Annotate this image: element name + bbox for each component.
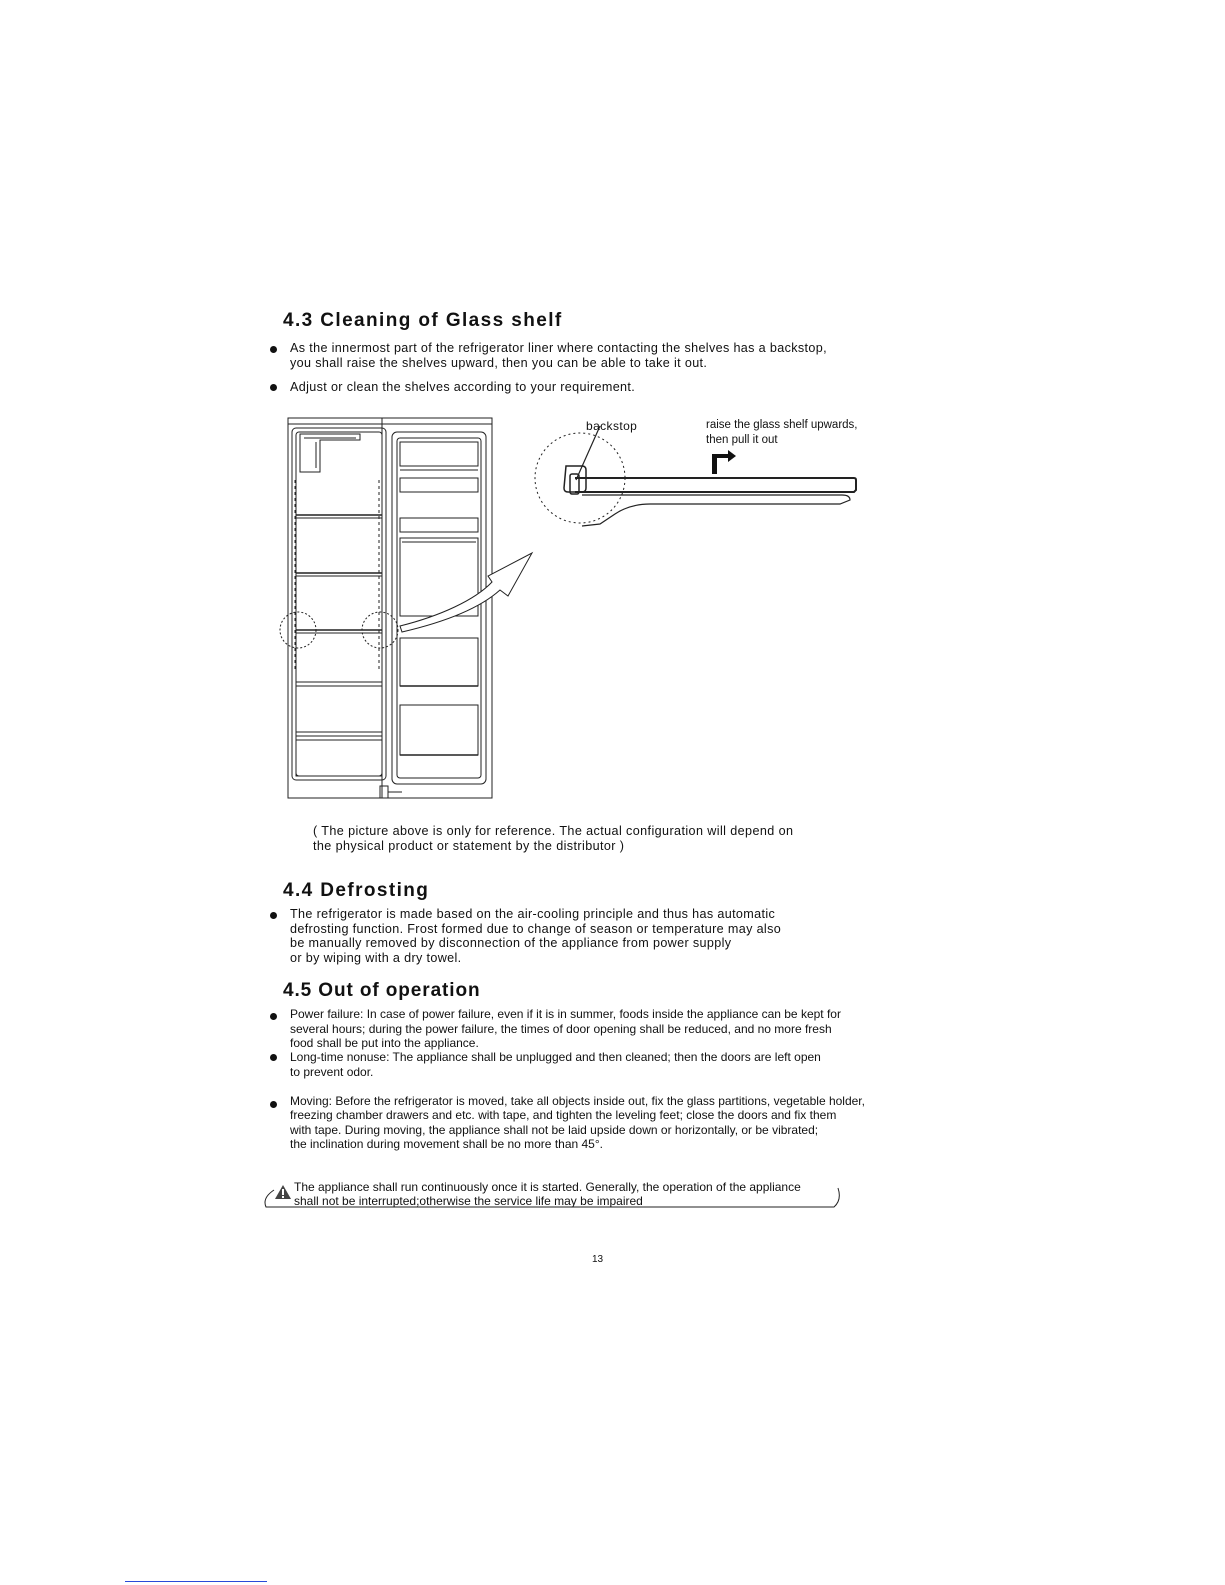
- shelf-backstop-text-line2: you shall raise the shelves upward, then you can be able to take it out.: [290, 356, 708, 370]
- moving-text-line3: with tape. During moving, the appliance shall not be laid upside down or horizontally, or be vibrated;: [290, 1123, 819, 1137]
- adjust-shelves-text: Adjust or clean the shelves according to your requirement.: [290, 380, 636, 394]
- refrigerator-interior-diagram: [270, 410, 870, 810]
- section-4-5-title: 4.5 Out of operation: [283, 980, 481, 1001]
- moving-text-line4: the inclination during movement shall be no more than 45°.: [290, 1137, 603, 1151]
- warning-text-line1: The appliance shall run continuously once it is started. Generally, the operation of the appliance: [294, 1180, 801, 1194]
- bullet-icon: [270, 346, 277, 353]
- bottom-link-underline: [125, 1581, 267, 1582]
- warning-text-line2: shall not be interrupted;otherwise the service life may be impaired: [294, 1194, 643, 1208]
- long-time-nonuse-text-line1: Long-time nonuse: The appliance shall be unplugged and then cleaned; then the doors are left open: [290, 1050, 821, 1064]
- bullet-icon: [270, 912, 277, 919]
- figure-caption-line2: the physical product or statement by the distributor ): [313, 839, 625, 853]
- section-4-4-title: 4.4 Defrosting: [283, 880, 430, 901]
- long-time-nonuse-text-line2: to prevent odor.: [290, 1065, 374, 1079]
- warning-triangle-icon: [274, 1184, 292, 1200]
- raise-shelf-instruction-line1: raise the glass shelf upwards,: [706, 419, 858, 431]
- shelf-backstop-text-line1: As the innermost part of the refrigerator liner where contacting the shelves has a backstop,: [290, 341, 827, 355]
- defrost-text-line1: The refrigerator is made based on the air-cooling principle and thus has automatic: [290, 907, 776, 921]
- defrost-text-line2: defrosting function. Frost formed due to change of season or temperature may also: [290, 922, 782, 936]
- page-number: 13: [592, 1254, 604, 1265]
- bullet-icon: [270, 1013, 277, 1020]
- power-failure-text-line3: food shall be put into the appliance.: [290, 1036, 479, 1050]
- bullet-icon: [270, 1054, 277, 1061]
- defrost-text-line3: be manually removed by disconnection of the appliance from power supply: [290, 936, 732, 950]
- power-failure-text-line1: Power failure: In case of power failure, even if it is in summer, foods inside the appliance can be kept for: [290, 1007, 841, 1021]
- raise-shelf-instruction-line2: then pull it out: [706, 434, 778, 446]
- moving-text-line2: freezing chamber drawers and etc. with tape, and tighten the leveling feet; close the doors and fix them: [290, 1108, 837, 1122]
- defrost-text-line4: or by wiping with a dry towel.: [290, 951, 462, 965]
- bullet-icon: [270, 384, 277, 391]
- power-failure-text-line2: several hours; during the power failure, the times of door opening shall be reduced, and no more fresh: [290, 1022, 832, 1036]
- backstop-label: backstop: [586, 419, 638, 433]
- bullet-icon: [270, 1101, 277, 1108]
- figure-caption-line1: ( The picture above is only for reference. The actual configuration will depend on: [313, 824, 794, 838]
- moving-text-line1: Moving: Before the refrigerator is moved, take all objects inside out, fix the glass partitions, vegetable holder,: [290, 1094, 865, 1108]
- section-4-3-title: 4.3 Cleaning of Glass shelf: [283, 310, 563, 331]
